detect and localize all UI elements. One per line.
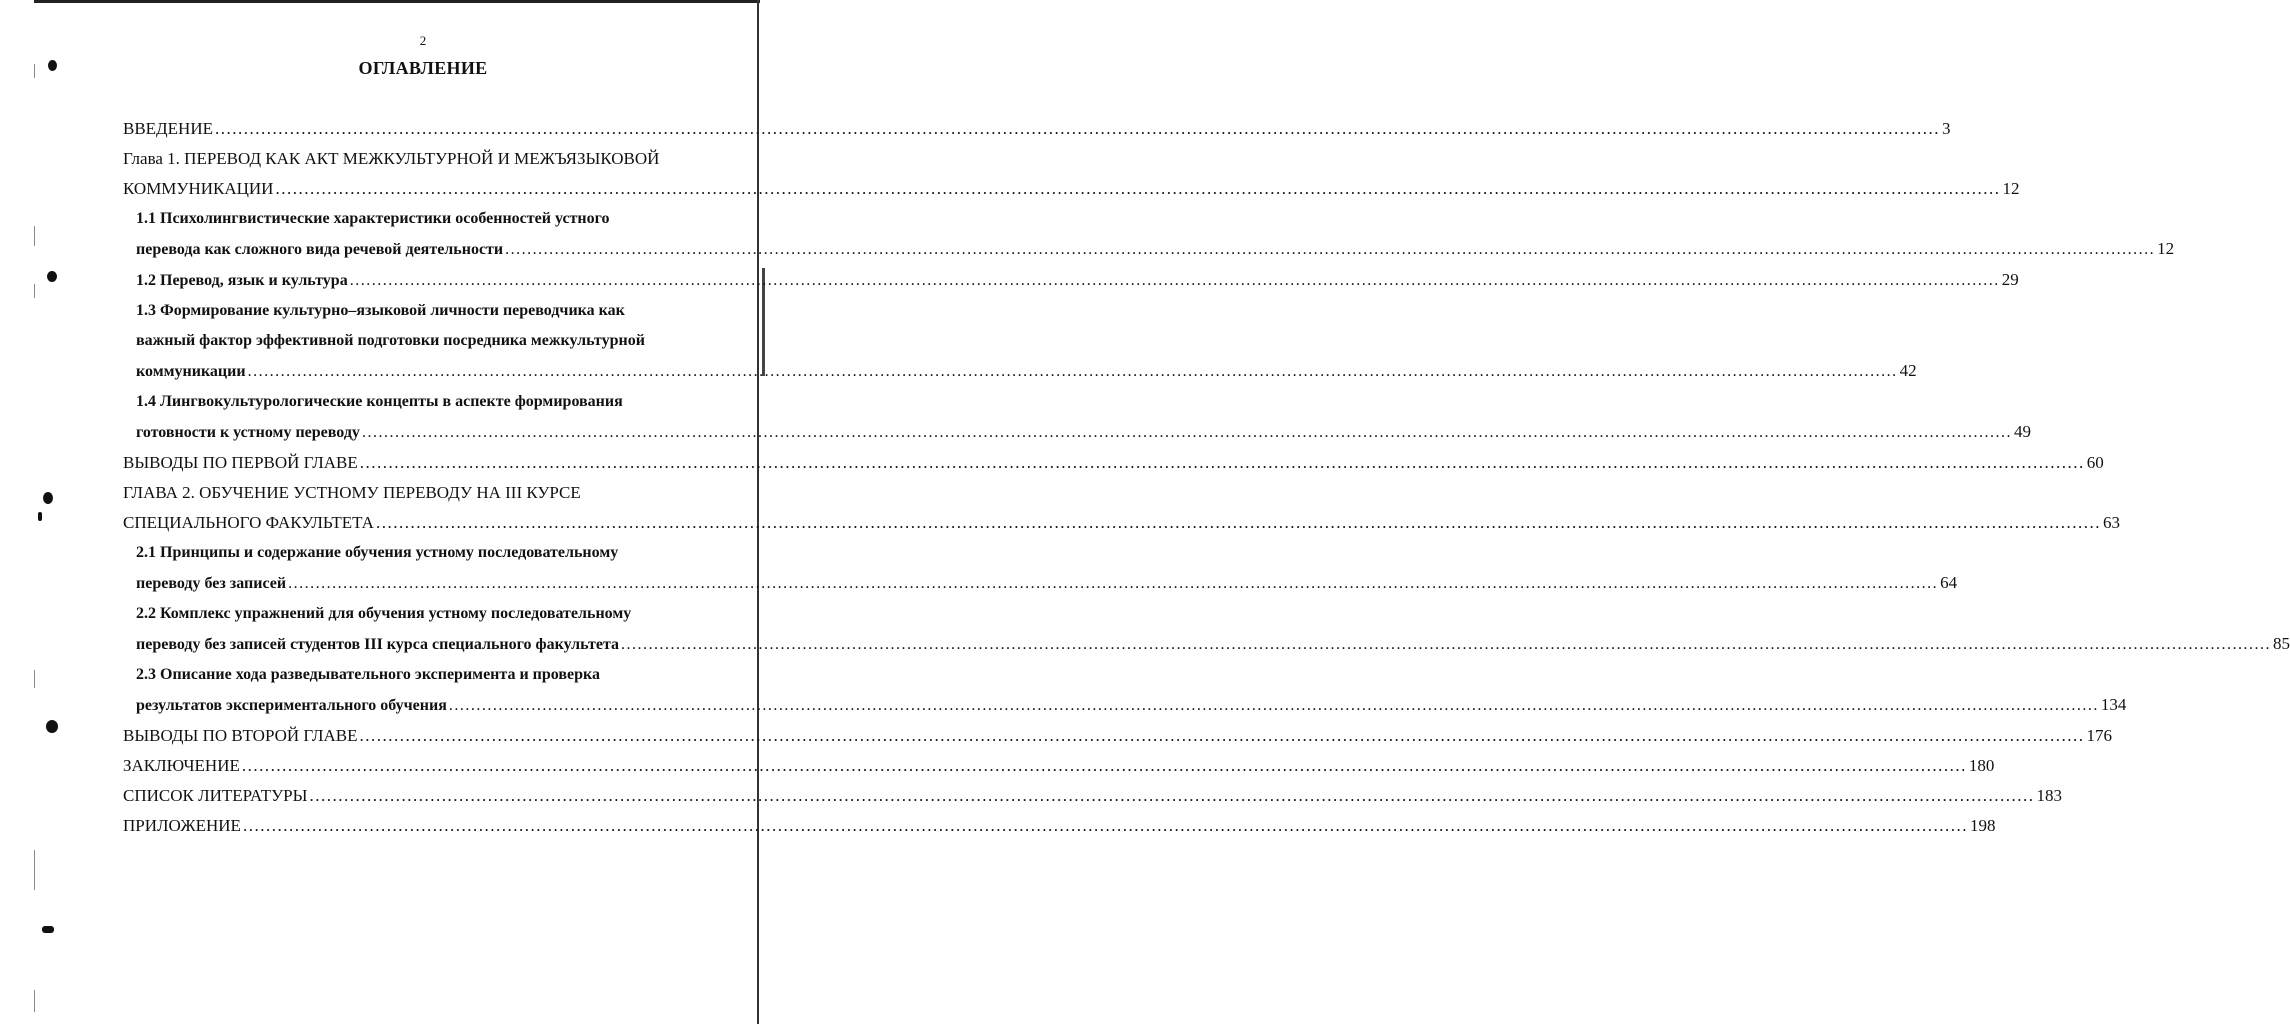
toc-entry-last-line <box>123 508 2120 538</box>
toc-entry-title: ВВЕДЕНИЕ <box>123 119 213 138</box>
scan-blot <box>47 271 57 282</box>
toc-page-number: 85 <box>2273 634 2290 653</box>
toc-subentry[interactable] <box>123 387 2031 448</box>
toc-entry-line: 1.3 Формирование культурно–языковой личности переводчика как <box>136 302 625 319</box>
toc-entry-title: ВЫВОДЫ ПО ВТОРОЙ ГЛАВЕ <box>123 726 358 745</box>
toc-entry-title: ПРИЛОЖЕНИЕ <box>123 816 241 835</box>
dot-leader: ............................................................................................................................................................................................................................................................................................................ <box>621 636 2272 653</box>
toc-page-number: 64 <box>1940 573 1958 592</box>
toc-entry[interactable] <box>123 114 1951 144</box>
toc-entry-line: 1.4 Лингвокультурологические концепты в аспекте формирования <box>136 393 623 410</box>
dot-leader: ............................................................................................................................................................................................................................................................................................................ <box>359 453 2085 472</box>
toc-entry-last-line <box>136 568 1958 599</box>
dot-leader: ............................................................................................................................................................................................................................................................................................................ <box>275 179 2001 198</box>
scan-blot <box>42 926 54 933</box>
toc-entry-line: 2.3 Описание хода разведывательного эксперимента и проверка <box>136 666 600 683</box>
toc-entry-title: ВЫВОДЫ ПО ПЕРВОЙ ГЛАВЕ <box>123 453 358 472</box>
toc-subentry[interactable] <box>123 204 2175 265</box>
toc-entry-last-line <box>123 174 2020 204</box>
toc-page-number: 12 <box>2002 179 2020 198</box>
dot-leader: ............................................................................................................................................................................................................................................................................................................ <box>241 756 1967 775</box>
toc-entry[interactable] <box>123 781 2062 811</box>
toc-entry-title: СПИСОК ЛИТЕРАТУРЫ <box>123 786 308 805</box>
toc-entry-title: переводу без записей студентов III курса специального факультета <box>136 636 620 653</box>
scan-tick <box>34 850 35 890</box>
toc-entry[interactable] <box>123 751 1995 781</box>
toc-entry-line: 2.2 Комплекс упражнений для обучения устному последовательному <box>136 605 632 622</box>
toc-entry-title: перевода как сложного вида речевой деятельности <box>136 241 504 258</box>
toc-entry[interactable] <box>123 811 1996 841</box>
scan-border-top <box>34 0 760 3</box>
dot-leader: ............................................................................................................................................................................................................................................................................................................ <box>288 575 1939 592</box>
toc-entry-title: 1.2 Перевод, язык и культура <box>136 272 348 289</box>
dot-leader: ............................................................................................................................................................................................................................................................................................................ <box>375 513 2101 532</box>
toc-entry-last-line <box>136 356 1917 387</box>
scan-tick <box>34 226 35 246</box>
dot-leader: ............................................................................................................................................................................................................................................................................................................ <box>448 697 2099 714</box>
toc-entry-last-line <box>136 265 2019 296</box>
toc-subentry[interactable] <box>123 660 2127 721</box>
page-number: 2 <box>419 33 427 48</box>
scan-blot <box>43 492 53 504</box>
toc-entry-last-line <box>136 234 2175 265</box>
toc-subentry[interactable] <box>123 538 1958 599</box>
toc-page-number: 42 <box>1899 361 1917 380</box>
toc-entry-title: переводу без записей <box>136 575 287 592</box>
toc-page-number: 60 <box>2086 453 2104 472</box>
toc-page-number: 183 <box>2036 786 2062 805</box>
toc-entry-last-line <box>123 811 1996 841</box>
toc-page-number: 134 <box>2100 695 2127 714</box>
toc-page-number: 29 <box>2001 270 2019 289</box>
scan-blot <box>46 720 58 733</box>
toc-page-number: 49 <box>2013 422 2031 441</box>
dot-leader: ............................................................................................................................................................................................................................................................................................................ <box>247 363 1898 380</box>
toc-entry-line: важный фактор эффективной подготовки посредника межкультурной <box>136 332 645 349</box>
toc-entry[interactable] <box>123 144 2020 204</box>
dot-leader: ............................................................................................................................................................................................................................................................................................................ <box>505 241 2156 258</box>
page-title: ОГЛАВЛЕНИЕ <box>358 58 488 78</box>
toc-entry[interactable] <box>123 721 2113 751</box>
toc-entry-last-line <box>123 448 2104 478</box>
toc-entry-last-line <box>136 417 2031 448</box>
toc-page-number: 63 <box>2102 513 2120 532</box>
toc-subentry[interactable] <box>123 296 1917 387</box>
toc-entry-title: КОММУНИКАЦИИ <box>123 179 274 198</box>
toc-entry-title: результатов экспериментального обучения <box>136 697 447 714</box>
toc-entry-title: ЗАКЛЮЧЕНИЕ <box>123 756 240 775</box>
toc-entry-last-line <box>136 690 2127 721</box>
toc-entry-last-line <box>136 629 2290 660</box>
scan-blot <box>38 512 42 521</box>
dot-leader: ............................................................................................................................................................................................................................................................................................................ <box>359 726 2085 745</box>
toc-subentry[interactable] <box>123 265 2019 296</box>
toc-subentry[interactable] <box>123 599 2290 660</box>
dot-leader: ............................................................................................................................................................................................................................................................................................................ <box>349 272 2000 289</box>
toc-entry-last-line <box>123 751 1995 781</box>
scan-tick <box>34 990 35 1012</box>
toc-entry-line: 1.1 Психолингвистические характеристики особенностей устного <box>136 210 610 227</box>
toc-entry-last-line <box>123 781 2062 811</box>
toc-page-number: 198 <box>1969 816 1996 835</box>
toc-page-number: 12 <box>2157 239 2175 258</box>
toc-entry-title: СПЕЦИАЛЬНОГО ФАКУЛЬТЕТА <box>123 513 374 532</box>
toc-entry[interactable] <box>123 448 2104 478</box>
toc-entry-last-line <box>123 721 2113 751</box>
dot-leader: ............................................................................................................................................................................................................................................................................................................ <box>242 816 1968 835</box>
toc-entry-line: 2.1 Принципы и содержание обучения устному последовательному <box>136 544 619 561</box>
toc-entry-title: готовности к устному переводу <box>136 424 360 441</box>
scan-tick <box>34 670 35 688</box>
toc-entry-last-line <box>123 114 1951 144</box>
dot-leader: ............................................................................................................................................................................................................................................................................................................ <box>309 786 2035 805</box>
scan-tick <box>34 284 35 298</box>
toc-entry[interactable] <box>123 478 2120 538</box>
toc-entry-line: ГЛАВА 2. ОБУЧЕНИЕ УСТНОМУ ПЕРЕВОДУ НА III КУРСЕ <box>123 483 581 502</box>
toc-entry-line: Глава 1. ПЕРЕВОД КАК АКТ МЕЖКУЛЬТУРНОЙ И МЕЖЪЯЗЫКОВОЙ <box>123 149 660 168</box>
dot-leader: ............................................................................................................................................................................................................................................................................................................ <box>361 424 2012 441</box>
toc-page-number: 176 <box>2086 726 2113 745</box>
toc-page-number: 3 <box>1941 119 1951 138</box>
table-of-contents <box>123 114 2290 841</box>
toc-page-number: 180 <box>1968 756 1995 775</box>
toc-entry-title: коммуникации <box>136 363 246 380</box>
dot-leader: ............................................................................................................................................................................................................................................................................................................ <box>214 119 1940 138</box>
